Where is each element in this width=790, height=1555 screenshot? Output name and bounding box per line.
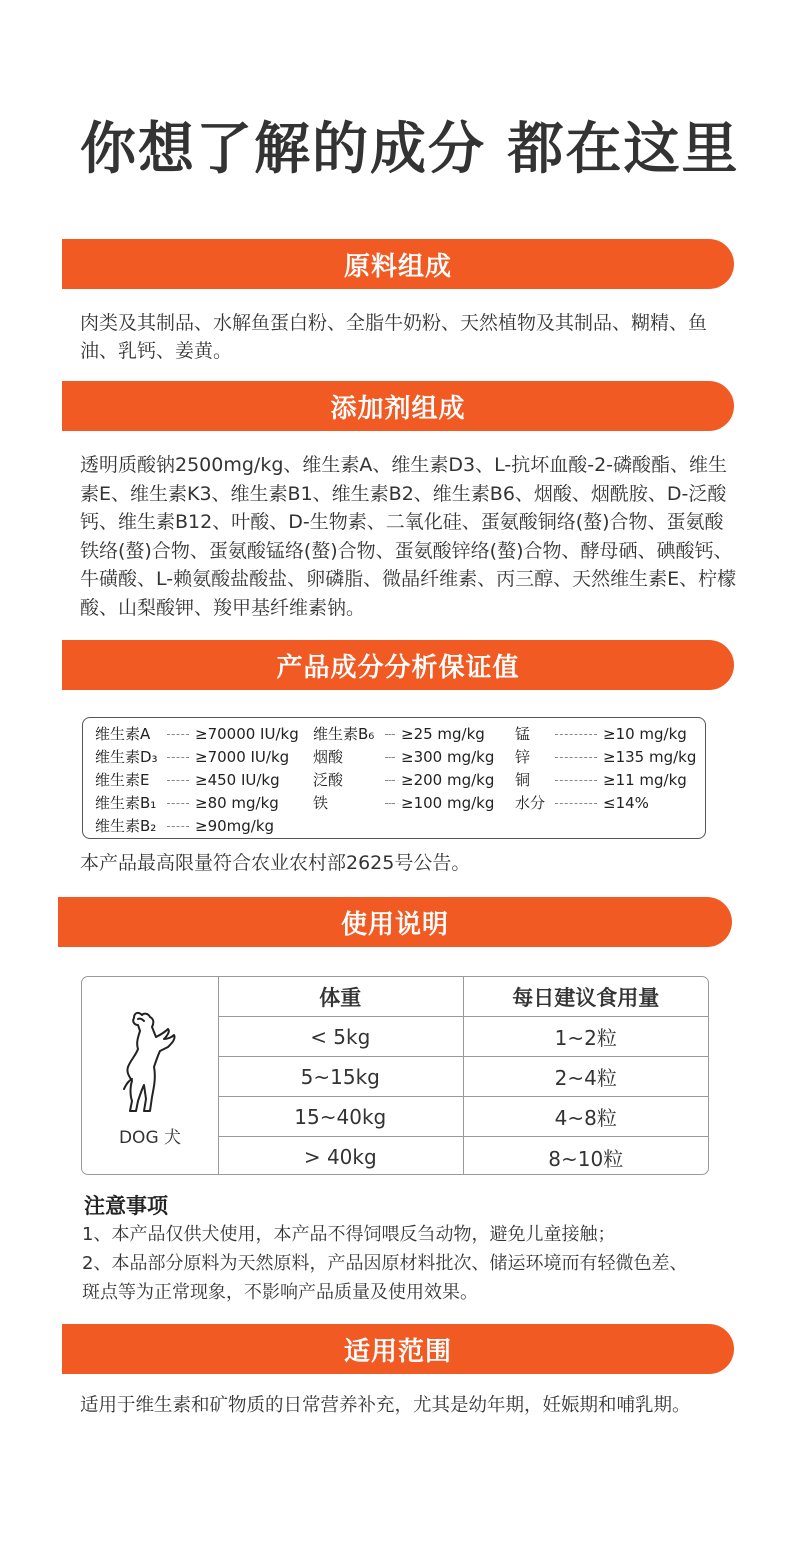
nutrient-row — [313, 768, 494, 791]
nutrient-row — [515, 722, 696, 745]
notes-title: 注意事项 — [84, 1194, 168, 1218]
nutrient-value: ≥10 mg/kg — [603, 724, 687, 743]
table-row — [218, 1017, 708, 1057]
nutrient-name: 维生素B₆ — [313, 725, 375, 743]
raw-materials-text: 肉类及其制品、水解鱼蛋白粉、全脂牛奶粉、天然植物及其制品、糊精、鱼油、乳钙、姜黄。 — [80, 312, 708, 362]
leader-dots — [385, 803, 395, 804]
nutrient-value: ≥100 mg/kg — [401, 793, 495, 812]
table-row — [218, 1137, 708, 1175]
nutrient-name: 水分 — [515, 794, 546, 812]
nutrient-row — [313, 722, 494, 745]
nutrient-row — [313, 745, 494, 768]
leader-dots — [385, 757, 395, 758]
leader-dots — [555, 734, 597, 735]
nutrient-row — [95, 768, 299, 791]
table-header-row — [218, 977, 708, 1017]
nutrient-name: 维生素E — [95, 771, 150, 789]
weight-cell: 5~15kg — [300, 1064, 380, 1089]
nutrient-name: 维生素A — [95, 725, 151, 743]
dog-silhouette-icon — [120, 1007, 184, 1119]
nutrient-name: 锌 — [515, 748, 531, 766]
nutrient-row — [95, 722, 299, 745]
nutrient-row — [313, 791, 494, 814]
nutrient-name: 维生素D₃ — [95, 748, 158, 766]
note-line: 2、本品部分原料为天然原料，产品因原材料批次、储运环境而有轻微色差、 — [82, 1253, 688, 1274]
nutrient-name: 铜 — [515, 771, 531, 789]
nutrient-row — [515, 745, 696, 768]
weight-cell: < 5kg — [310, 1024, 371, 1049]
leader-dots — [555, 803, 597, 804]
nutrient-value: ≥80 mg/kg — [195, 793, 279, 812]
nutrient-column-2 — [313, 722, 494, 814]
leader-dots — [167, 803, 189, 804]
table-row — [218, 1057, 708, 1097]
leader-dots — [555, 780, 597, 781]
section-banner-usage: 使用说明 — [58, 897, 732, 947]
nutrient-name: 泛酸 — [313, 771, 344, 789]
nutrient-name: 维生素B₂ — [95, 817, 157, 835]
nutrient-name: 锰 — [515, 725, 531, 743]
header-daily-dose: 每日建议食用量 — [463, 977, 709, 1016]
table-row — [218, 1097, 708, 1137]
nutrient-name: 维生素B₁ — [95, 794, 157, 812]
nutrient-value: ≥11 mg/kg — [603, 770, 687, 789]
nutrient-value: ≥25 mg/kg — [401, 724, 485, 743]
nutrient-row — [95, 745, 299, 768]
limit-note: 本产品最高限量符合农业农村部2625号公告。 — [80, 852, 471, 874]
nutrient-value: ≥450 IU/kg — [195, 770, 280, 789]
note-line: 1、本产品仅供犬使用，本产品不得饲喂反刍动物，避免儿童接触； — [82, 1224, 616, 1245]
nutrient-row — [515, 768, 696, 791]
nutrient-column-1 — [95, 722, 299, 837]
notes-list — [82, 1220, 687, 1307]
header-weight: 体重 — [319, 985, 362, 1010]
nutrient-value: ≥200 mg/kg — [401, 770, 495, 789]
leader-dots — [167, 734, 189, 735]
leader-dots — [167, 826, 189, 827]
dose-cell: 4~8粒 — [463, 1097, 709, 1136]
dog-label: DOG 犬 — [118, 1128, 182, 1148]
nutrient-name: 铁 — [313, 794, 329, 812]
nutrient-name: 烟酸 — [313, 748, 344, 766]
section-banner-scope: 适用范围 — [62, 1324, 734, 1374]
nutrient-box — [82, 717, 706, 839]
dose-cell: 2~4粒 — [463, 1057, 709, 1096]
dose-cell: 8~10粒 — [463, 1137, 709, 1175]
nutrient-value: ≤14% — [603, 793, 649, 812]
leader-dots — [385, 734, 395, 735]
leader-dots — [167, 780, 189, 781]
scope-text: 适用于维生素和矿物质的日常营养补充，尤其是幼年期，妊娠期和哺乳期。 — [80, 1395, 691, 1416]
usage-table — [81, 976, 709, 1175]
section-banner-additives: 添加剂组成 — [62, 381, 734, 431]
nutrient-value: ≥7000 IU/kg — [195, 747, 290, 766]
nutrient-value: ≥135 mg/kg — [603, 747, 697, 766]
section-banner-raw: 原料组成 — [62, 239, 734, 289]
dose-cell: 1~2粒 — [463, 1017, 709, 1056]
note-line: 斑点等为正常现象，不影响产品质量及使用效果。 — [82, 1282, 478, 1303]
dosage-table — [218, 977, 708, 1174]
leader-dots — [167, 757, 189, 758]
dog-cell — [82, 977, 219, 1174]
nutrient-row — [95, 791, 299, 814]
nutrient-value: ≥90mg/kg — [195, 816, 275, 835]
nutrient-row — [95, 814, 299, 837]
nutrient-value: ≥300 mg/kg — [401, 747, 495, 766]
leader-dots — [385, 780, 395, 781]
nutrient-value: ≥70000 IU/kg — [195, 724, 299, 743]
additives-text: 透明质酸钠2500mg/kg、维生素A、维生素D3、L-抗坏血酸-2-磷酸酯、维生素E、维生素K3、维生素B1、维生素B2、维生素B6、烟酸、烟酰胺、D-泛酸钙、维生素B12、叶酸、D-生物素、二氧化硅、蛋氨酸铜络(螯)合物、蛋氨酸铁络(螯)合物、蛋氨酸锰络(螯)合物、蛋氨酸锌络(螯)合物、酵母硒、碘酸钙、牛磺酸、L-赖氨酸盐酸盐、卵磷脂、微晶纤维素、丙三醇、天然维生素E、柠檬酸、山梨酸钾、羧甲基纤维素钠。 — [80, 454, 737, 619]
weight-cell: > 40kg — [303, 1145, 377, 1169]
weight-cell: 15~40kg — [294, 1104, 387, 1129]
leader-dots — [555, 757, 597, 758]
nutrient-row — [515, 791, 696, 814]
section-banner-analysis: 产品成分分析保证值 — [62, 640, 734, 690]
nutrient-column-3 — [515, 722, 696, 814]
page-title: 你想了解的成分 都在这里 — [80, 117, 740, 182]
